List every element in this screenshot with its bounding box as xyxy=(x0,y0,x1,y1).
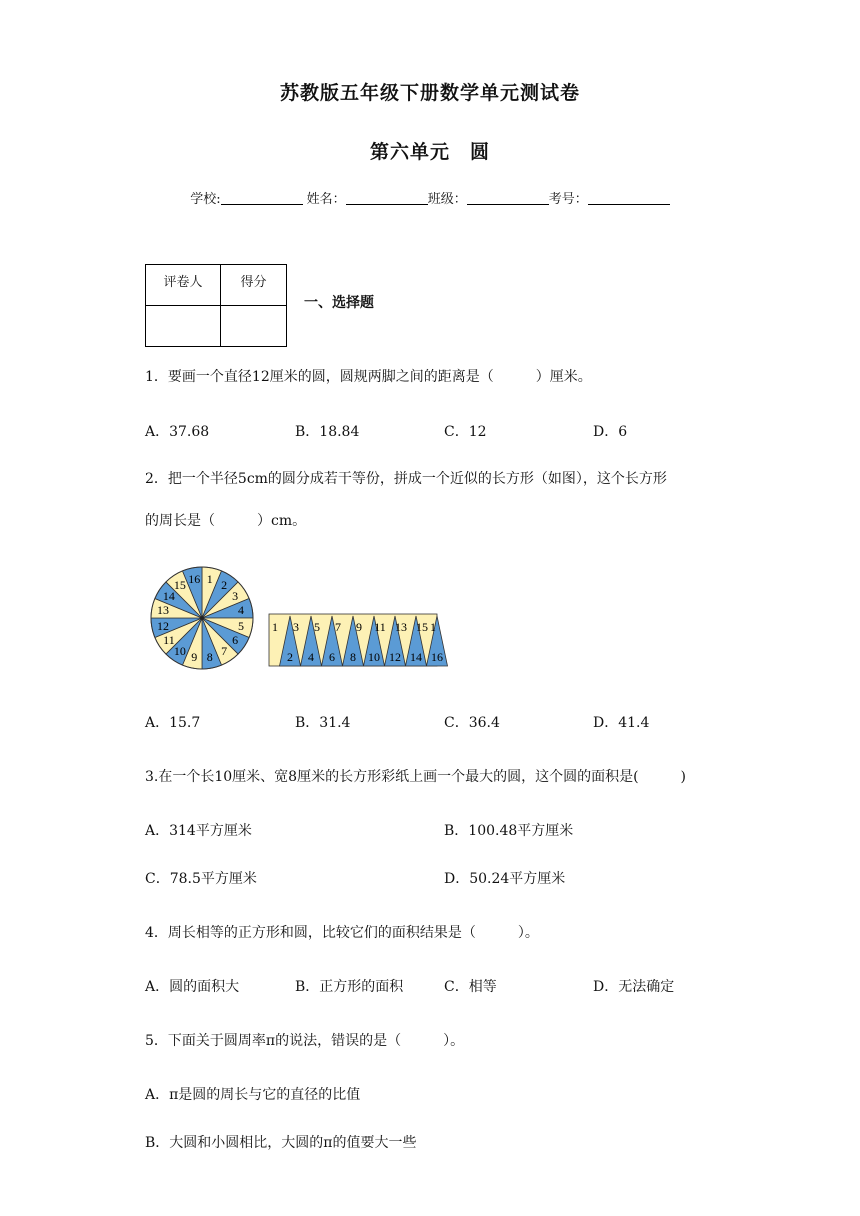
circle-center xyxy=(200,616,204,620)
q2-option-a[interactable]: A．15.7 xyxy=(145,715,201,731)
rectangle-top-label: 9 xyxy=(356,620,362,634)
score-cell[interactable] xyxy=(221,306,287,347)
q1-option-b[interactable]: B．18.84 xyxy=(295,424,360,440)
circle-sector-label: 2 xyxy=(221,577,228,592)
circle-sector-label: 4 xyxy=(238,603,245,618)
q4-option-c[interactable]: C．相等 xyxy=(444,979,497,995)
rectangle-bottom-label: 8 xyxy=(350,650,356,664)
q1-option-d[interactable]: D．6 xyxy=(593,424,628,440)
circle-sector-label: 14 xyxy=(162,588,175,603)
q3-option-d[interactable]: D．50.24平方厘米 xyxy=(444,871,566,887)
q3-option-b[interactable]: B．100.48平方厘米 xyxy=(444,823,574,839)
question-3-stem: 3.在一个长10厘米、宽8厘米的长方形彩纸上画一个最大的圆，这个圆的面积是( ) xyxy=(145,769,687,785)
rectangle-top-label: 11 xyxy=(374,620,386,634)
rectangle-top-label: 1 xyxy=(430,620,436,634)
exam-no-label: 考号： xyxy=(548,192,588,207)
rectangle-bottom-label: 14 xyxy=(410,650,422,664)
circle-sectors-figure xyxy=(148,564,260,672)
question-5-stem: 5．下面关于圆周率π的说法，错误的是（ ）。 xyxy=(145,1033,465,1049)
q1-option-c[interactable]: C．12 xyxy=(444,424,487,440)
rectangle-bottom-label: 10 xyxy=(368,650,380,664)
section-heading: 一、选择题 xyxy=(304,295,374,311)
circle-sector-label: 1 xyxy=(206,571,213,586)
name-label: 姓名： xyxy=(306,192,346,207)
class-label: 班级： xyxy=(427,192,467,207)
unit-subtitle: 第六单元 圆 xyxy=(369,141,490,163)
q4-option-d[interactable]: D．无法确定 xyxy=(593,979,675,995)
name-blank[interactable] xyxy=(346,192,428,205)
circle-sector-label: 6 xyxy=(232,633,239,648)
rectangle-top-label: 1 xyxy=(272,620,278,634)
question-2-stem-line2: 的周长是（ ）cm。 xyxy=(145,513,307,529)
rectangle-top-label: 7 xyxy=(335,620,341,634)
circle-sector-label: 3 xyxy=(232,588,239,603)
question-2-stem-line1: 2．把一个半径5cm的圆分成若干等份，拼成一个近似的长方形（如图），这个长方形 xyxy=(145,471,667,487)
circle-sector-label: 12 xyxy=(156,618,169,633)
rectangle-bottom-label: 4 xyxy=(308,650,314,664)
q3-option-a[interactable]: A．314平方厘米 xyxy=(145,823,252,839)
question-4-stem: 4．周长相等的正方形和圆，比较它们的面积结果是（ ）。 xyxy=(145,925,539,941)
rectangle-top-label: 15 xyxy=(416,620,428,634)
school-blank[interactable] xyxy=(221,192,303,205)
q1-option-a[interactable]: A．37.68 xyxy=(145,424,210,440)
rectangle-bottom-label: 2 xyxy=(287,650,293,664)
q4-option-b[interactable]: B．正方形的面积 xyxy=(295,979,404,995)
circle-sector-label: 11 xyxy=(163,633,175,648)
rectangle-sectors-figure xyxy=(267,610,443,670)
rectangle-bottom-label: 12 xyxy=(389,650,401,664)
q5-option-b[interactable]: B．大圆和小圆相比，大圆的π的值要大一些 xyxy=(145,1135,417,1151)
student-info xyxy=(0,188,860,207)
exam-no-blank[interactable] xyxy=(588,192,670,205)
score-header: 得分 xyxy=(221,265,287,306)
rectangle-bottom-label: 16 xyxy=(431,650,443,664)
rectangle-top-label: 3 xyxy=(293,620,299,634)
class-blank[interactable] xyxy=(467,192,549,205)
q2-option-c[interactable]: C．36.4 xyxy=(444,715,500,731)
rectangle-bottom-label: 6 xyxy=(329,650,335,664)
q2-option-d[interactable]: D．41.4 xyxy=(593,715,650,731)
circle-sector-label: 7 xyxy=(221,644,228,659)
circle-sector-label: 10 xyxy=(173,644,186,659)
rectangle-top-label: 5 xyxy=(314,620,320,634)
rectangle-top-label: 13 xyxy=(395,620,407,634)
grader-cell[interactable] xyxy=(146,306,221,347)
school-label: 学校: xyxy=(190,192,221,207)
circle-sector-label: 5 xyxy=(238,618,245,633)
page-title: 苏教版五年级下册数学单元测试卷 xyxy=(279,82,580,104)
q2-option-b[interactable]: B．31.4 xyxy=(295,715,351,731)
question-1-stem: 1．要画一个直径12厘米的圆，圆规两脚之间的距离是（ ）厘米。 xyxy=(145,369,592,385)
circle-sector-label: 15 xyxy=(173,577,186,592)
score-table xyxy=(145,264,287,347)
q4-option-a[interactable]: A．圆的面积大 xyxy=(145,979,240,995)
q5-option-a[interactable]: A．π是圆的周长与它的直径的比值 xyxy=(145,1087,361,1103)
circle-sector-label: 9 xyxy=(191,650,198,665)
q3-option-c[interactable]: C．78.5平方厘米 xyxy=(145,871,257,887)
grader-header: 评卷人 xyxy=(146,265,221,306)
circle-sector-label: 13 xyxy=(156,603,169,618)
circle-sector-label: 8 xyxy=(206,650,213,665)
circle-sector-label: 16 xyxy=(188,571,201,586)
